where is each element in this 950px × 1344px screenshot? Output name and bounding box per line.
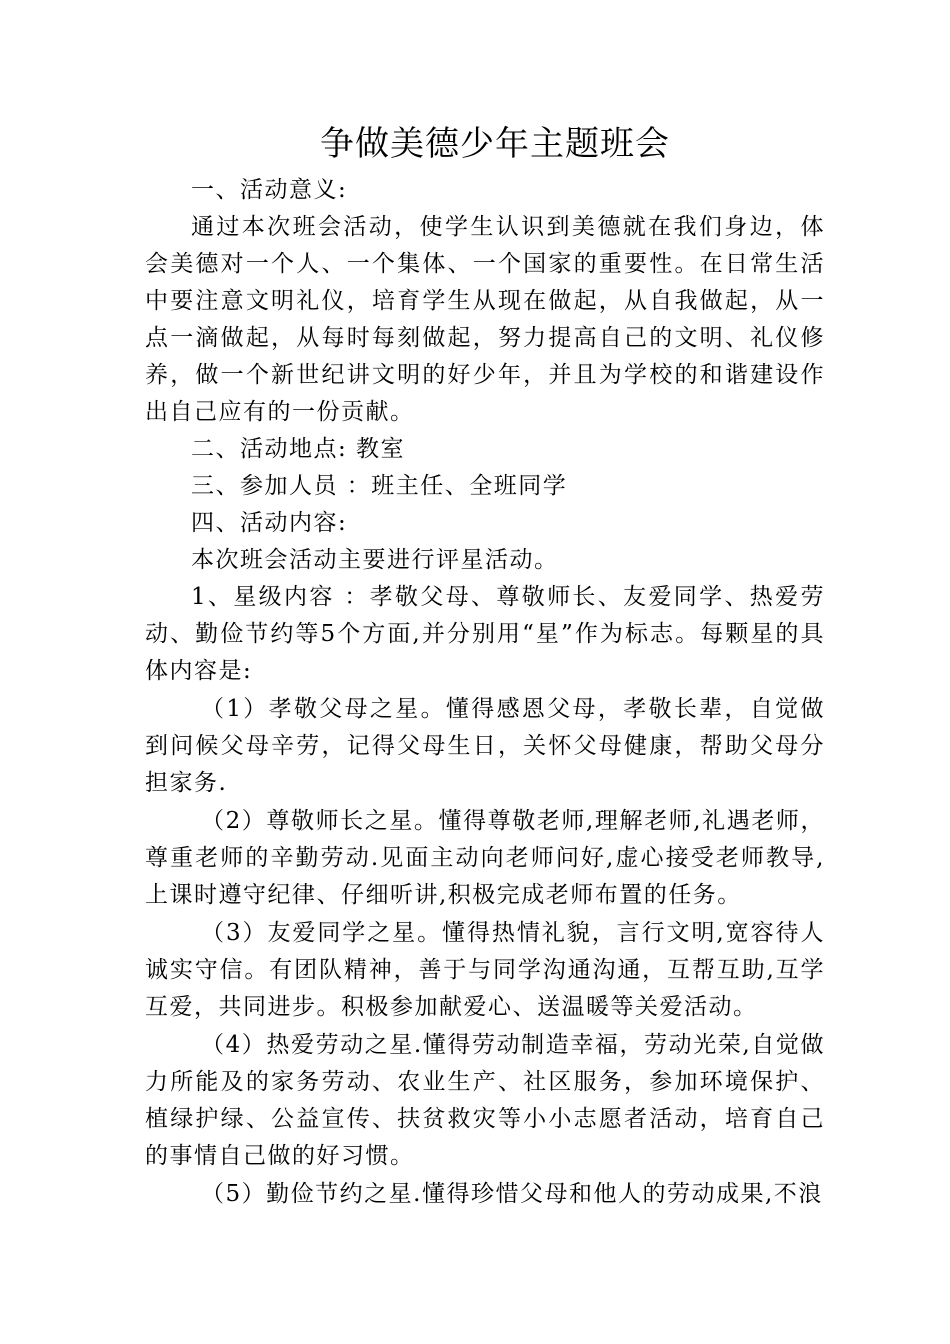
section-participants: 三、参加人员 ：班主任、全班同学 bbox=[191, 473, 568, 499]
star-item-teachers: （2）尊敬师长之星。懂得尊敬老师,理解老师,礼遇老师，尊重老师的辛勤劳动.见面主动向老师问好,虚心接受老师教导,上课时遵守纪律、仔细听讲,积极完成老师布置的任务。 bbox=[145, 808, 825, 908]
star-item-labor: （4）热爱劳动之星.懂得劳动制造幸福，劳动光荣,自觉做力所能及的家务劳动、农业生产、社区服务，参加环境保护、植绿护绿、公益宣传、扶贫救灾等小小志愿者活动，培育自己的事情自己做的好习惯。 bbox=[145, 1032, 825, 1169]
star-item-thrift: （5）勤俭节约之星.懂得珍惜父母和他人的劳动成果,不浪 bbox=[201, 1181, 823, 1207]
document-page bbox=[145, 122, 825, 1213]
section-location: 二、活动地点: 教室 bbox=[191, 436, 406, 462]
paragraph-star-levels: 1、星级内容 ：孝敬父母、尊敬师长、友爱同学、热爱劳动、勤俭节约等5个方面,并分别用“星”作为标志。每颗星的具体内容是: bbox=[145, 584, 825, 684]
document-title: 争做美德少年主题班会 bbox=[320, 124, 670, 164]
section-heading-meaning: 一、活动意义: bbox=[191, 177, 348, 203]
section-heading-content: 四、活动内容: bbox=[191, 510, 348, 536]
star-item-classmates: （3）友爱同学之星。懂得热情礼貌，言行文明,宽容待人诚实守信。有团队精神，善于与同学沟通沟通，互帮互助,互学互爱，共同进步。积极参加献爱心、送温暖等关爱活动。 bbox=[145, 920, 825, 1020]
star-item-filial: （1）孝敬父母之星。懂得感恩父母，孝敬长辈，自觉做到问候父母辛劳，记得父母生日，关怀父母健康，帮助父母分担家务. bbox=[145, 696, 825, 796]
paragraph-content-intro: 本次班会活动主要进行评星活动。 bbox=[191, 547, 559, 573]
paragraph-meaning-body: 通过本次班会活动，使学生认识到美德就在我们身边，体会美德对一个人、一个集体、一个国家的重要性。在日常生活中要注意文明礼仪，培育学生从现在做起，从自我做起，从一点一滴做起，从每时每刻做起，努力提高自己的文明、礼仪修养，做一个新世纪讲文明的好少年，并且为学校的和谐建设作出自己应有的一份贡献。 bbox=[145, 214, 825, 425]
